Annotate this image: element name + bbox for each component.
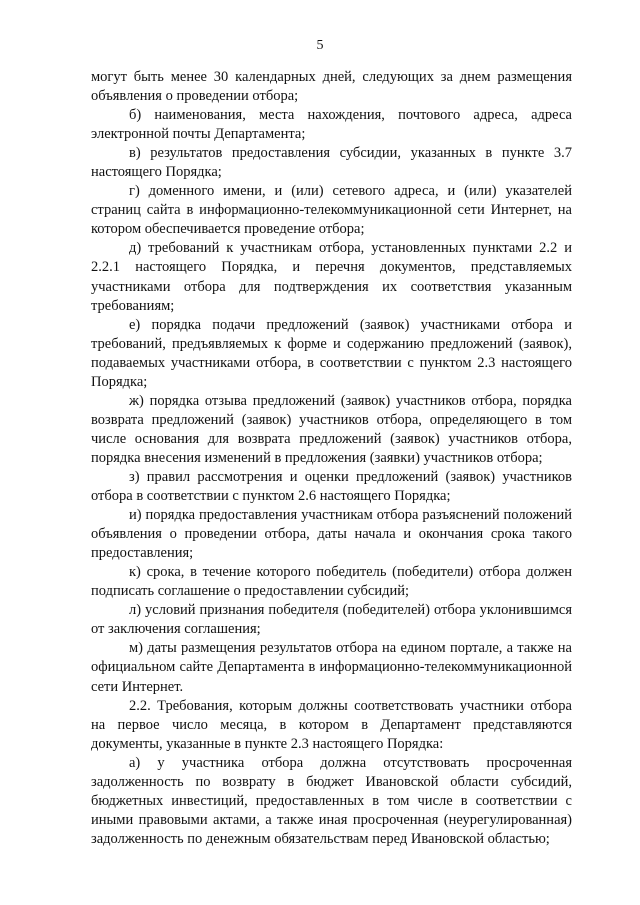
paragraph-item-b: б) наименования, места нахождения, почтового адреса, адреса электронной почты Департамента; xyxy=(91,107,572,143)
paragraph-item-zh: ж) порядка отзыва предложений (заявок) участников отбора, порядка возврата предложений (заявок) участников отбора, определяющего в том числе основания для возврата предложений (заявок) участников отбора, порядка внесения изменений в предложения (заявки) участников отбора; xyxy=(91,392,572,466)
paragraph-section-2-2: 2.2. Требования, которым должны соответствовать участники отбора на первое число месяца, в котором в Департамент представляются документы, указанные в пункте 2.3 настоящего Порядка: xyxy=(91,697,572,752)
paragraph-item-l: л) условий признания победителя (победителей) отбора уклонившимся от заключения соглашения; xyxy=(91,602,572,638)
paragraph-item-z: з) правил рассмотрения и оценки предложений (заявок) участников отбора в соответствии с пунктом 2.6 настоящего Порядка; xyxy=(91,468,572,505)
page-number: 5 xyxy=(316,38,324,53)
paragraph-continuation: могут быть менее 30 календарных дней, следующих за днем размещения объявления о проведении отбора; xyxy=(91,69,572,105)
paragraph-item-a: а) у участника отбора должна отсутствовать просроченная задолженность по возврату в бюджет Ивановской области субсидий, бюджетных инвестиций, предоставленных в том числе в соответствии с иными правовыми актами, а также иная просроченная (неурегулированная) задолженность по денежным обязательствам перед Ивановской областью; xyxy=(91,754,572,847)
paragraph-item-g: г) доменного имени, и (или) сетевого адреса, и (или) указателей страниц сайта в информационно-телекоммуникационной сети Интернет, на котором обеспечивается проведение отбора; xyxy=(91,183,572,238)
paragraph-item-d: д) требований к участникам отбора, установленных пунктами 2.2 и 2.2.1 настоящего Порядка, и перечня документов, представляемых участниками отбора для подтверждения их соответствия указанным требованиям; xyxy=(91,240,572,314)
document-body xyxy=(91,68,572,849)
paragraph-item-e: е) порядка подачи предложений (заявок) участниками отбора и требований, предъявляемых к форме и содержанию предложений (заявок), подаваемых участниками отбора, в соответствии с пунктом 2.3 настоящего Порядка; xyxy=(91,316,572,390)
paragraph-item-v: в) результатов предоставления субсидии, указанных в пункте 3.7 настоящего Порядка; xyxy=(91,145,572,181)
paragraph-item-m: м) даты размещения результатов отбора на едином портале, а также на официальном сайте Департамента в информационно-телекоммуникационной сети Интернет. xyxy=(91,640,572,695)
paragraph-item-i: и) порядка предоставления участникам отбора разъяснений положений объявления о проведении отбора, даты начала и окончания срока такого предоставления; xyxy=(91,507,572,562)
paragraph-item-k: к) срока, в течение которого победитель (победители) отбора должен подписать соглашение о предоставлении субсидий; xyxy=(91,564,572,600)
